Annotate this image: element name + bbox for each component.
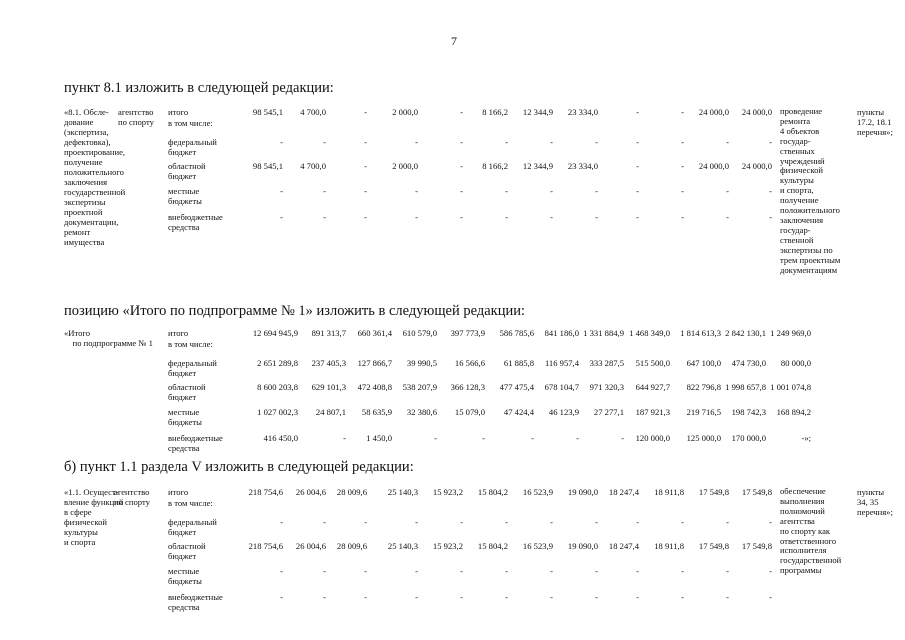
value-cell: 170 000,0 — [731, 433, 766, 443]
value-cell: - — [681, 107, 684, 117]
value-cell: 24 000,0 — [698, 107, 729, 117]
value-cell: 647 100,0 — [686, 358, 721, 368]
value-cell: - — [726, 592, 729, 602]
value-cell: - — [636, 517, 639, 527]
value-cell: 586 785,6 — [499, 328, 534, 338]
value-cell: 18 911,8 — [654, 487, 684, 497]
value-cell: 515 500,0 — [635, 358, 670, 368]
value-cell: 125 000,0 — [686, 433, 721, 443]
value-cell: 1 814 613,3 — [680, 328, 721, 338]
value-cell: - — [726, 137, 729, 147]
value-cell: 472 408,8 — [357, 382, 392, 392]
value-cell: - — [505, 566, 508, 576]
value-cell: 2 651 289,8 — [257, 358, 298, 368]
value-cell: - — [323, 186, 326, 196]
value-cell: 2 842 130,1 — [725, 328, 766, 338]
measure-name: «8.1. Обсле- дование (экспертиза, дефектовка), проектирование, получение положительного заключения государственной экспертизы проектной документации, ремонт имущества — [64, 107, 126, 247]
executor-name: агентство по спорту — [118, 107, 154, 127]
value-cell: 12 694 945,9 — [252, 328, 298, 338]
value-cell: - — [323, 566, 326, 576]
value-cell: - — [769, 592, 772, 602]
value-cell: - — [460, 107, 463, 117]
value-cell: 822 796,8 — [686, 382, 721, 392]
value-cell: 61 885,8 — [503, 358, 534, 368]
value-cell: 18 247,4 — [608, 487, 639, 497]
value-cell: - — [364, 212, 367, 222]
value-cell: 24 000,0 — [741, 107, 772, 117]
value-cell: 644 927,7 — [635, 382, 670, 392]
value-cell: - — [323, 212, 326, 222]
value-cell: - — [280, 212, 283, 222]
value-cell: 971 320,3 — [589, 382, 624, 392]
value-cell: 660 361,4 — [357, 328, 392, 338]
value-cell: - — [323, 592, 326, 602]
value-cell: 12 344,9 — [522, 107, 553, 117]
value-cell: - — [460, 137, 463, 147]
measure-name: «1.1. Осущест- вление функций в сфере физической культуры и спорта — [64, 487, 124, 547]
value-cell: 12 344,9 — [522, 161, 553, 171]
section-heading: б) пункт 1.1 раздела V изложить в следующей редакции: — [64, 459, 414, 475]
value-cell: 15 923,2 — [432, 487, 463, 497]
value-cell: 17 549,8 — [741, 541, 772, 551]
value-cell: - — [621, 433, 624, 443]
table-row — [0, 137, 905, 157]
value-cell: - — [415, 566, 418, 576]
value-cell: 17 549,8 — [698, 487, 729, 497]
value-cell: - — [550, 212, 553, 222]
row-label: итого — [168, 487, 189, 497]
value-cell: - — [726, 517, 729, 527]
value-cell: 15 804,2 — [477, 541, 508, 551]
value-cell: - — [364, 161, 367, 171]
row-label: итого — [168, 107, 189, 117]
value-cell: - — [595, 212, 598, 222]
row-label: федеральный бюджет — [168, 137, 217, 157]
table-row — [0, 118, 905, 138]
value-cell: - — [636, 161, 639, 171]
value-cell: - — [323, 517, 326, 527]
row-label: местные бюджеты — [168, 407, 202, 427]
value-cell: - — [681, 566, 684, 576]
table-row — [0, 541, 905, 561]
value-cell: 474 730,0 — [731, 358, 766, 368]
value-cell: 1 450,0 — [366, 433, 392, 443]
value-cell: 8 166,2 — [482, 161, 508, 171]
value-cell: - — [681, 592, 684, 602]
value-cell: - — [415, 186, 418, 196]
value-cell: 25 140,3 — [387, 541, 418, 551]
row-label: областной бюджет — [168, 382, 206, 402]
value-cell: 4 700,0 — [300, 161, 326, 171]
row-label: в том числе: — [168, 339, 213, 349]
value-cell: 58 635,9 — [361, 407, 392, 417]
table-row — [0, 358, 905, 378]
value-cell: - — [505, 137, 508, 147]
row-label: федеральный бюджет — [168, 517, 217, 537]
budget-table — [0, 328, 905, 453]
value-cell: 27 277,1 — [593, 407, 624, 417]
table-row — [0, 498, 905, 518]
value-cell: 26 004,6 — [295, 487, 326, 497]
value-cell: 23 334,0 — [567, 107, 598, 117]
value-cell: - — [364, 186, 367, 196]
value-cell: 416 450,0 — [263, 433, 298, 443]
value-cell: 237 405,3 — [311, 358, 346, 368]
value-cell: - — [595, 137, 598, 147]
value-cell: - — [550, 566, 553, 576]
table-row — [0, 186, 905, 206]
value-cell: 218 754,6 — [248, 487, 283, 497]
value-cell: 80 000,0 — [780, 358, 811, 368]
value-cell: 120 000,0 — [635, 433, 670, 443]
value-cell: 610 579,0 — [402, 328, 437, 338]
value-cell: 17 549,8 — [698, 541, 729, 551]
value-cell: - — [434, 433, 437, 443]
value-cell: 24 000,0 — [698, 161, 729, 171]
table-row — [0, 212, 905, 232]
value-cell: - — [769, 186, 772, 196]
table-row — [0, 339, 905, 359]
value-cell: 19 090,0 — [567, 487, 598, 497]
value-cell: 47 424,4 — [503, 407, 534, 417]
value-cell: - — [550, 186, 553, 196]
value-cell: - — [460, 592, 463, 602]
table-row — [0, 161, 905, 181]
value-cell: 1 027 002,3 — [257, 407, 298, 417]
value-cell: - — [769, 137, 772, 147]
value-cell: - — [460, 517, 463, 527]
value-cell: - — [280, 186, 283, 196]
value-cell: - — [323, 137, 326, 147]
value-cell: 46 123,9 — [548, 407, 579, 417]
row-label: итого — [168, 328, 189, 338]
value-cell: - — [364, 107, 367, 117]
row-label: местные бюджеты — [168, 186, 202, 206]
value-cell: 18 911,8 — [654, 541, 684, 551]
value-cell: 116 957,4 — [544, 358, 579, 368]
value-cell: - — [505, 592, 508, 602]
value-cell: - — [681, 186, 684, 196]
value-cell: - — [415, 137, 418, 147]
value-cell: 19 090,0 — [567, 541, 598, 551]
value-cell: - — [769, 517, 772, 527]
value-cell: 8 600 203,8 — [257, 382, 298, 392]
value-cell: - — [726, 212, 729, 222]
value-cell: - — [595, 517, 598, 527]
value-cell: 333 287,5 — [589, 358, 624, 368]
value-cell: - — [415, 517, 418, 527]
value-cell: - — [636, 592, 639, 602]
value-cell: - — [681, 212, 684, 222]
value-cell: 24 000,0 — [741, 161, 772, 171]
value-cell: 98 545,1 — [252, 161, 283, 171]
row-label: внебюджетные средства — [168, 212, 223, 232]
value-cell: - — [280, 592, 283, 602]
page-number: 7 — [451, 34, 457, 48]
value-cell: 187 921,3 — [635, 407, 670, 417]
executor-name: агентство по спорту — [114, 487, 150, 507]
value-cell: 98 545,1 — [252, 107, 283, 117]
table-row — [0, 433, 905, 453]
value-cell: - — [460, 186, 463, 196]
value-cell: 219 716,5 — [686, 407, 721, 417]
table-row — [0, 592, 905, 612]
value-cell: - — [280, 517, 283, 527]
value-cell: 15 923,2 — [432, 541, 463, 551]
value-cell: - — [636, 107, 639, 117]
value-cell: - — [636, 186, 639, 196]
value-cell: 1 001 074,8 — [770, 382, 811, 392]
value-cell: 841 186,0 — [544, 328, 579, 338]
value-cell: 366 128,3 — [450, 382, 485, 392]
value-cell: - — [769, 566, 772, 576]
row-label: областной бюджет — [168, 541, 206, 561]
value-cell: 28 009,6 — [336, 487, 367, 497]
value-cell: - — [460, 212, 463, 222]
value-cell: 168 894,2 — [776, 407, 811, 417]
value-cell: 538 207,9 — [402, 382, 437, 392]
value-cell: 891 313,7 — [311, 328, 346, 338]
value-cell: 16 523,9 — [522, 487, 553, 497]
row-label: местные бюджеты — [168, 566, 202, 586]
value-cell: - — [364, 517, 367, 527]
value-cell: - — [681, 517, 684, 527]
value-cell: - — [460, 566, 463, 576]
value-cell: - — [280, 137, 283, 147]
row-label: внебюджетные средства — [168, 433, 223, 453]
value-cell: -»; — [801, 433, 811, 443]
table-row — [0, 517, 905, 537]
value-cell: 17 549,8 — [741, 487, 772, 497]
value-cell: 15 079,0 — [454, 407, 485, 417]
value-cell: 26 004,6 — [295, 541, 326, 551]
value-cell: 1 331 884,9 — [583, 328, 624, 338]
value-cell: - — [595, 592, 598, 602]
row-label: внебюджетные средства — [168, 592, 223, 612]
value-cell: 1 249 969,0 — [770, 328, 811, 338]
table-row — [0, 407, 905, 427]
value-cell: - — [576, 433, 579, 443]
value-cell: 18 247,4 — [608, 541, 639, 551]
value-cell: - — [415, 592, 418, 602]
value-cell: - — [505, 186, 508, 196]
value-cell: - — [280, 566, 283, 576]
value-cell: 2 000,0 — [392, 107, 418, 117]
value-cell: 2 000,0 — [392, 161, 418, 171]
value-cell: 25 140,3 — [387, 487, 418, 497]
value-cell: - — [636, 212, 639, 222]
row-label: в том числе: — [168, 498, 213, 508]
table-row — [0, 382, 905, 402]
value-cell: - — [769, 212, 772, 222]
value-cell: - — [726, 566, 729, 576]
table-row — [0, 566, 905, 586]
value-cell: - — [482, 433, 485, 443]
budget-table — [0, 486, 905, 612]
measure-name: «Итого по подпрограмме № 1 — [64, 328, 153, 348]
row-label: федеральный бюджет — [168, 358, 217, 378]
value-cell: - — [531, 433, 534, 443]
value-cell: 1 468 349,0 — [629, 328, 670, 338]
budget-table — [0, 107, 905, 297]
value-cell: - — [415, 212, 418, 222]
value-cell: - — [505, 212, 508, 222]
value-cell: 32 380,6 — [406, 407, 437, 417]
value-cell: 39 990,5 — [406, 358, 437, 368]
list-reference: пункты 17.2, 18.1 перечня»; — [857, 107, 893, 137]
row-label: областной бюджет — [168, 161, 206, 181]
value-cell: - — [505, 517, 508, 527]
value-cell: 8 166,2 — [482, 107, 508, 117]
section-heading: позицию «Итого по подпрограмме № 1» изложить в следующей редакции: — [64, 303, 526, 319]
list-reference: пункты 34, 35 перечня»; — [857, 487, 893, 517]
value-cell: 28 009,6 — [336, 541, 367, 551]
value-cell: - — [550, 137, 553, 147]
value-cell: - — [726, 186, 729, 196]
value-cell: 15 804,2 — [477, 487, 508, 497]
value-cell: 23 334,0 — [567, 161, 598, 171]
expected-result: обеспечение выполнения полномочий агентства по спорту как ответственного исполнителя государственной программы — [780, 486, 842, 576]
value-cell: - — [595, 566, 598, 576]
value-cell: - — [364, 137, 367, 147]
value-cell: - — [550, 517, 553, 527]
value-cell: 24 807,1 — [315, 407, 346, 417]
value-cell: 1 998 657,8 — [725, 382, 766, 392]
row-label: в том числе: — [168, 118, 213, 128]
value-cell: - — [595, 186, 598, 196]
value-cell: 127 866,7 — [357, 358, 392, 368]
value-cell: - — [460, 161, 463, 171]
value-cell: - — [681, 161, 684, 171]
value-cell: - — [636, 566, 639, 576]
section-heading: пункт 8.1 изложить в следующей редакции: — [64, 80, 334, 96]
value-cell: 4 700,0 — [300, 107, 326, 117]
value-cell: 218 754,6 — [248, 541, 283, 551]
value-cell: - — [681, 137, 684, 147]
value-cell: 16 566,6 — [454, 358, 485, 368]
value-cell: - — [343, 433, 346, 443]
value-cell: 198 742,3 — [731, 407, 766, 417]
expected-result: проведение ремонта 4 объектов государ- ственных учреждений физической культуры и спорта, получение положительного заключения государ- ственной экспертизы по трем проектным документациям — [780, 106, 841, 275]
value-cell: - — [636, 137, 639, 147]
value-cell: - — [550, 592, 553, 602]
value-cell: 477 475,4 — [499, 382, 534, 392]
value-cell: 629 101,3 — [311, 382, 346, 392]
value-cell: 678 104,7 — [544, 382, 579, 392]
value-cell: 16 523,9 — [522, 541, 553, 551]
value-cell: 397 773,9 — [450, 328, 485, 338]
value-cell: - — [364, 592, 367, 602]
value-cell: - — [364, 566, 367, 576]
